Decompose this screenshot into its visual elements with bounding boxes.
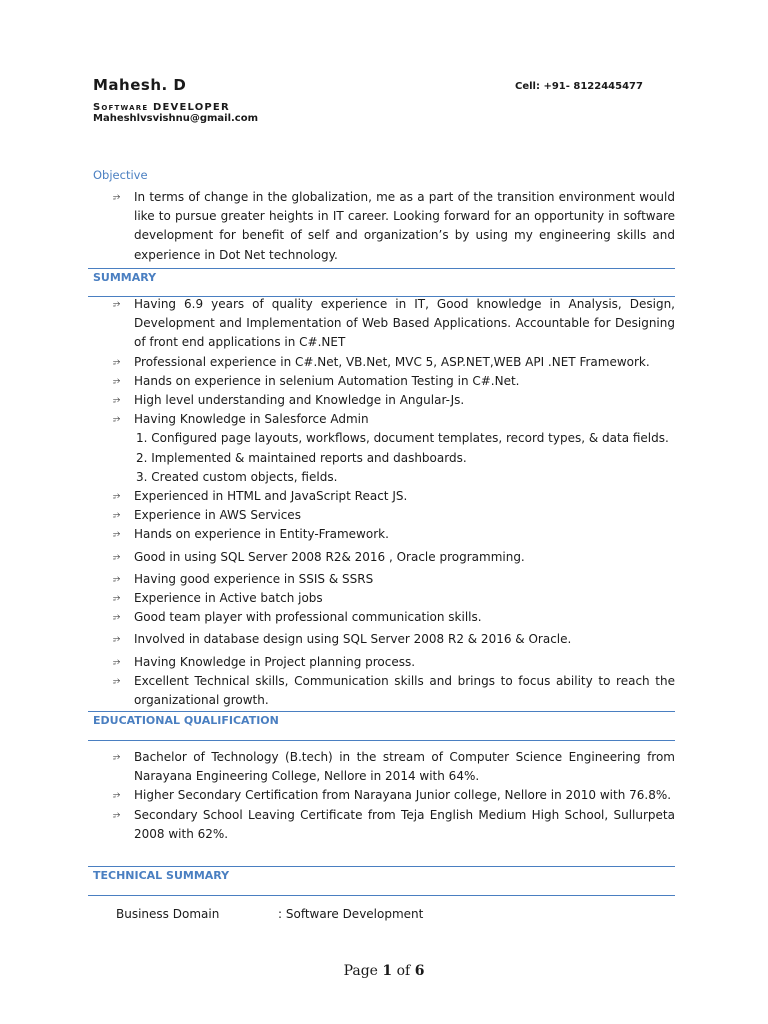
list-item: ⭈ Secondary School Leaving Certificate from Teja English Medium High School, Sullurpeta 2008 with 62%.	[113, 807, 675, 841]
list-item: ⭈ Good in using SQL Server 2008 R2& 2016 , Oracle programming.	[113, 548, 675, 567]
list-item: ⭈ Having Knowledge in Project planning process.	[113, 653, 675, 672]
list-item: ⭈ Experience in AWS Services	[113, 506, 675, 525]
arrow-bullet-icon: ⭈	[113, 656, 121, 667]
numbered-sub-item: 1. Configured page layouts, workflows, document templates, record types, & data fields.	[136, 431, 669, 446]
education-heading: EDUCATIONAL QUALIFICATION	[93, 714, 279, 727]
section-divider	[88, 895, 675, 896]
list-item: ⭈ Excellent Technical skills, Communication skills and brings to focus ability to reach the organizational growth.	[113, 673, 675, 708]
of-word: of	[396, 963, 411, 979]
domain-value: : Software Development	[278, 907, 424, 921]
arrow-bullet-icon: ⭈	[113, 395, 121, 406]
list-item: ⭈ Good team player with professional communication skills.	[113, 608, 675, 627]
arrow-bullet-icon: ⭈	[113, 675, 121, 686]
email-address: Maheshlvsvishnu@gmail.com	[93, 113, 259, 124]
arrow-bullet-icon: ⭈	[113, 634, 121, 645]
arrow-bullet-icon: ⭈	[113, 510, 121, 521]
arrow-bullet-icon: ⭈	[113, 612, 121, 623]
numbered-sub-item: 2. Implemented & maintained reports and dashboards.	[136, 450, 467, 465]
arrow-bullet-icon: ⭈	[113, 551, 121, 562]
arrow-bullet-icon: ⭈	[113, 356, 121, 367]
domain-label: Business Domain	[116, 907, 220, 921]
list-item: ⭈ Higher Secondary Certification from Narayana Junior college, Nellore in 2010 with 76.8%.	[113, 786, 675, 805]
arrow-bullet-icon: ⭈	[113, 299, 121, 309]
arrow-bullet-icon: ⭈	[113, 752, 121, 762]
section-divider	[88, 268, 675, 269]
list-item: ⭈ Having good experience in SSIS & SSRS	[113, 570, 675, 589]
numbered-sub-item: 3. Created custom objects, fields.	[136, 469, 338, 484]
page-word: Page	[343, 963, 378, 979]
list-item: ⭈ Involved in database design using SQL Server 2008 R2 & 2016 & Oracle.	[113, 630, 675, 649]
arrow-bullet-icon: ⭈	[113, 375, 121, 386]
list-item: ⭈ Professional experience in C#.Net, VB.Net, MVC 5, ASP.NET,WEB API .NET Framework.	[113, 353, 675, 372]
job-title: Software DEVELOPER	[93, 102, 230, 113]
list-item: ⭈ Experienced in HTML and JavaScript React JS.	[113, 487, 675, 506]
education-list	[113, 748, 675, 844]
technical-heading: TECHNICAL SUMMARY	[93, 869, 230, 882]
section-divider	[88, 711, 675, 712]
arrow-bullet-icon: ⭈	[113, 491, 121, 502]
list-item: ⭈ Hands on experience in selenium Automation Testing in C#.Net.	[113, 372, 675, 391]
arrow-bullet-icon: ⭈	[113, 192, 121, 202]
list-item: ⭈ Bachelor of Technology (B.tech) in the stream of Computer Science Engineering from Narayana Engineering College, Nellore in 2014 with 64%.	[113, 750, 675, 784]
list-item: ⭈ High level understanding and Knowledge in Angular-Js.	[113, 391, 675, 410]
arrow-bullet-icon: ⭈	[113, 573, 121, 584]
list-item: ⭈ Experience in Active batch jobs	[113, 589, 675, 608]
arrow-bullet-icon: ⭈	[113, 790, 121, 801]
current-page: 1	[382, 963, 393, 979]
arrow-bullet-icon: ⭈	[113, 593, 121, 604]
cell-number: Cell: +91- 8122445477	[515, 81, 643, 92]
arrow-bullet-icon: ⭈	[113, 809, 121, 820]
total-pages: 6	[414, 963, 425, 979]
arrow-bullet-icon: ⭈	[113, 414, 121, 425]
section-divider	[88, 866, 675, 867]
list-item: ⭈ Having Knowledge in Salesforce Admin	[113, 410, 675, 429]
summary-list	[113, 295, 675, 710]
summary-heading: SUMMARY	[93, 271, 157, 284]
list-item: ⭈ Hands on experience in Entity-Framework.	[113, 525, 675, 544]
arrow-bullet-icon: ⭈	[113, 529, 121, 540]
objective-heading: Objective	[93, 168, 148, 182]
list-item: ⭈ Having 6.9 years of quality experience in IT, Good knowledge in Analysis, Design, Development and Implementation of Web Based Applications. Accountable for Designing of front end applications in C#.NET	[113, 297, 675, 350]
section-divider	[88, 740, 675, 741]
list-item: ⭈ In terms of change in the globalization, me as a part of the transition environment would like to pursue greater heights in IT career. Looking forward for an opportunity in software development for benefit of self and organization’s by using my engineering skills and experience in Dot Net technology.	[113, 190, 675, 262]
objective-list	[113, 188, 675, 265]
page-footer	[0, 963, 768, 979]
candidate-name: Mahesh. D	[93, 76, 187, 94]
